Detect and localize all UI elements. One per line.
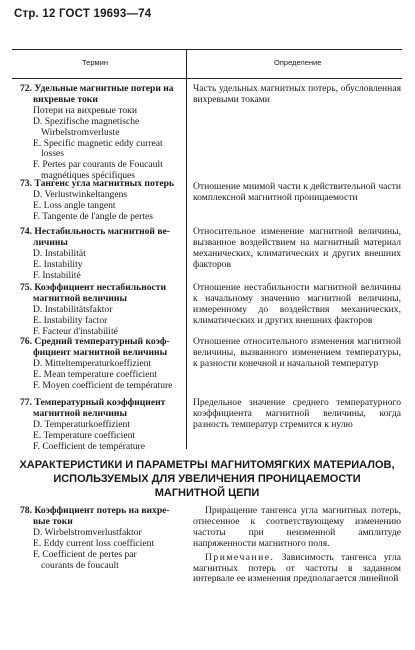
translation-fr-cont: courants de foucault [41,559,119,571]
translation-en: E. Mean temperature coefficient [33,368,157,380]
translation-en: E. Temperature coefficient [33,429,136,441]
term-name-cont: магнитной величины [33,407,127,419]
definition-cell: Отношение мнимой части к действительной части комплексной магнитной проницаемости [193,181,401,203]
translation-de: D. Temperaturkoeffizient [33,418,131,430]
column-header-terms: Термин [82,58,108,67]
term-cell [20,84,182,182]
translation-de: D. Instabilitätsfaktor [33,303,113,315]
definition-cell: Отношение нестабильности магнитной величины к начальному значению магнитной величины, измеренному до воздействия механических, климатических и других внешних факторов [193,282,401,326]
section-title-line: МАГНИТНОЙ ЦЕПИ [154,487,260,499]
term-name-cont: магнитной величины [33,292,127,304]
term-name-cont: личины [33,236,68,248]
translation-fr-cont: magnétiques spécifiques [41,170,136,182]
translation-fr: F. Instabilité [33,269,81,281]
translation-de-cont: Wirbelstromverluste [41,126,120,138]
term-synonym: Потери на вихревые токи [33,104,137,116]
section-title-line: ИСПОЛЬЗУЕМЫХ ДЛЯ УВЕЛИЧЕНИЯ ПРОНИЦАЕМОСТИ [53,473,361,485]
term-cell [20,227,182,282]
table-header [12,49,402,79]
section-title-line: ХАРАКТЕРИСТИКИ И ПАРАМЕТРЫ МАГНИТОМЯГКИХ МАТЕРИАЛОВ, [19,459,395,471]
translation-de: D. Wirbelstromverlustfaktor [33,526,142,538]
translation-fr: F. Facteur d'instabilité [33,325,118,337]
term-name: 76. Средний температурный коэф- [20,336,170,347]
translation-en: E. Instability factor [33,314,108,326]
term-name: 73. Тангенс угла магнитных потерь [20,178,174,189]
translation-fr: F. Moyen coefficient de température [33,379,173,391]
definition-cell: Относительное изменение магнитной величины, вызванное воздействием на магнитный материал механических, климатических и других внешних факторов [193,226,401,270]
column-header-definition: Определение [274,58,322,67]
note-text: Зависимость тангенса угла магнитных потерь от частоты в заданном интервале ее изменения предполагается линейной [193,551,401,585]
term-cell [20,398,182,453]
translation-fr: F. Tangente de l'angle de pertes [33,210,153,222]
term-name-cont: вихревые токи [33,93,98,105]
translation-en: E. Eddy current loss coefficient [33,537,155,549]
translation-de: D. Instabilität [33,247,86,259]
term-name-cont: вые токи [33,515,73,527]
term-cell [20,337,182,392]
definition-cell [193,506,401,585]
definition-cell: Часть удельных магнитных потерь, обусловленная вихревыми токами [193,83,401,105]
translation-en: E. Loss angle tangent [33,199,116,211]
term-name-cont: фициент магнитной величины [33,346,168,358]
translation-fr: F. Coefficient de pertes par [33,548,137,560]
column-divider-body [186,77,187,449]
translation-fr: F. Coefficient de température [33,440,146,452]
translation-en: E. Specific magnetic eddy curreat [33,137,163,149]
section-title [12,458,402,500]
term-name: 78. Коэффициент потерь на вихре- [20,505,170,516]
page-header: Стр. 12 ГОСТ 19693—74 [14,8,152,20]
note-label: Примечание. [205,551,275,563]
term-cell [20,179,182,223]
definition-text: Приращение тангенса угла магнитных потерь, отнесенное к соответствующему изменению частоты при неизменной амплитуде напряженности магнитного поля. [193,505,401,549]
translation-de: D. Spezifische magnetische [33,115,140,127]
translation-de: D. Mitteltemperaturkoeffizient [33,357,152,369]
definition-note [193,553,401,586]
definition-cell: Предельное значение среднего температурного коэффициента магнитной величины, когда разность температур стремится к нулю [193,397,401,430]
term-name: 77. Температурный коэффициент [20,397,166,408]
translation-de: D. Verlustwinkeltangens [33,188,128,200]
definition-cell: Отношение относительного изменения магнитной величины, вызванного изменением температуры, к разности конечной и начальной температур [193,336,401,369]
translation-en-cont: losses [41,148,64,160]
translation-fr: F. Pertes par courants de Foucault [33,159,163,171]
translation-en: E. Instability [33,258,83,270]
term-cell [20,506,182,571]
term-cell [20,283,182,338]
term-name: 72. Удельные магнитные потери на [20,83,174,94]
column-divider [186,50,187,78]
term-name: 75. Коэффициент нестабильности [20,282,167,293]
term-name: 74. Нестабильность магнитной ве- [20,226,170,237]
